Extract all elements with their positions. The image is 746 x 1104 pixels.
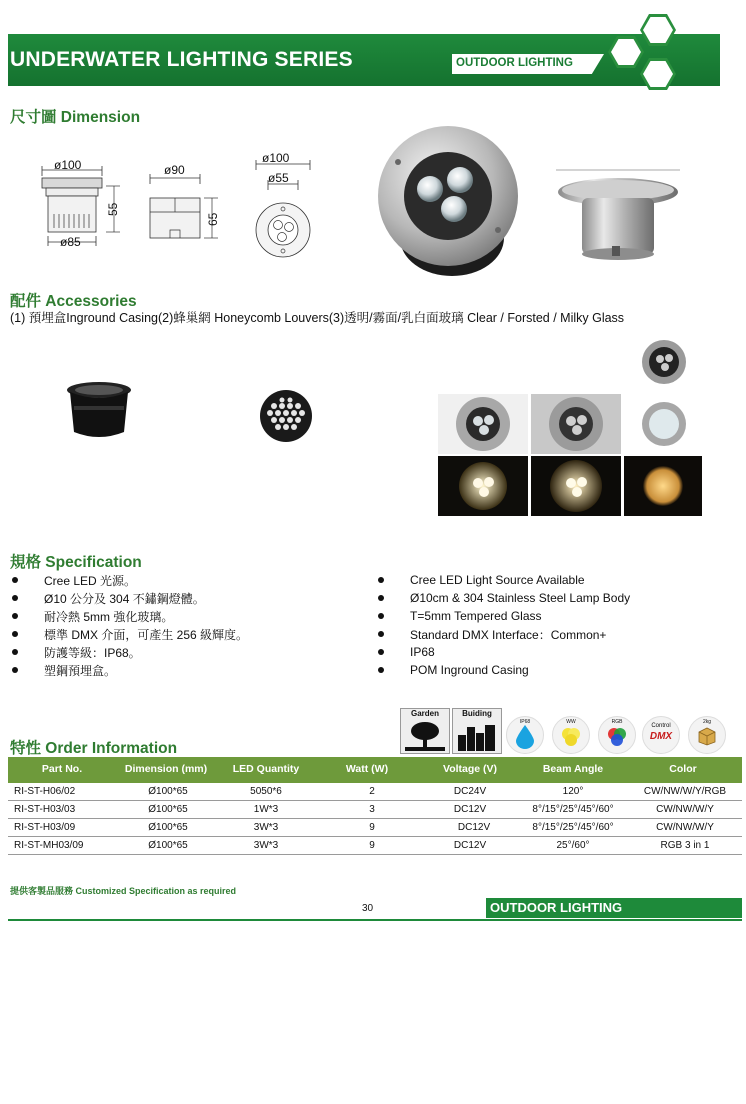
- cell-beam-angle: 120°: [562, 786, 584, 797]
- table-row-divider: [8, 818, 742, 819]
- column-header: Voltage (V): [442, 763, 498, 775]
- building-icon: Buiding: [452, 708, 502, 754]
- cell-led-quantity: 3W*3: [253, 822, 279, 833]
- cell-voltage: DC12V: [457, 822, 491, 833]
- cell-part-no: RI-ST-H03/09: [14, 822, 76, 833]
- drawing3-outer-diameter: ø100: [262, 151, 290, 165]
- cell-dimension: Ø100*65: [148, 804, 188, 815]
- weight-icon: 2kg: [688, 716, 726, 754]
- warm-white-icon: WW: [552, 716, 590, 754]
- page-number: 30: [362, 903, 374, 914]
- cell-voltage: DC24V: [453, 786, 487, 797]
- cell-led-quantity: 3W*3: [253, 840, 279, 851]
- photo-milky-glass-small: [640, 400, 688, 448]
- spec-item-left: 耐冷熱 5mm 強化玻璃。: [12, 607, 248, 625]
- spec-item-right: Standard DMX Interface：Common+: [378, 625, 630, 643]
- cell-led-quantity: 5050*6: [250, 786, 282, 797]
- accessories-title: 配件 Accessories: [10, 293, 137, 310]
- specification-title: 規格 Specification: [10, 554, 142, 571]
- header-tag: OUTDOOR LIGHTING: [456, 57, 573, 69]
- spec-item-left: 標準 DMX 介面，可產生 256 級輝度。: [12, 625, 248, 643]
- drawing1-bottom-diameter: ø85: [60, 235, 81, 249]
- drawing1-height: 55: [106, 202, 120, 216]
- drawing3-inner-diameter: ø55: [268, 171, 289, 185]
- cell-watt: 9: [369, 840, 375, 851]
- spec-item-right: POM Inground Casing: [378, 661, 630, 679]
- photo-lamp-on-2: [531, 456, 621, 516]
- drawing2-top-diameter: ø90: [164, 163, 185, 177]
- drawing2-height: 65: [206, 212, 220, 226]
- table-row-divider: [8, 854, 742, 855]
- accessory-inground-casing: [64, 380, 134, 440]
- product-photo-side: [556, 168, 680, 268]
- cell-part-no: RI-ST-MH03/09: [14, 840, 84, 851]
- order-title: 特性 Order Information: [10, 740, 178, 757]
- cell-watt: 9: [369, 822, 375, 833]
- garden-icon: Garden: [400, 708, 450, 754]
- accessories-description: (1) 預埋盒Inground Casing(2)蜂巢網 Honeycomb Louvers(3)透明/霧面/乳白面玻璃 Clear / Forsted / Milky Glass: [10, 311, 625, 325]
- product-photo-front: [376, 126, 522, 282]
- spec-list-right: [378, 571, 630, 679]
- cell-dimension: Ø100*65: [148, 822, 188, 833]
- cell-watt: 2: [369, 786, 375, 797]
- column-header: Dimension (mm): [124, 763, 208, 775]
- table-row-divider: [8, 836, 742, 837]
- photo-clear-glass-small: [640, 338, 688, 386]
- photo-lamp-on-milky: [624, 456, 702, 516]
- cell-voltage: DC12V: [453, 804, 487, 815]
- table-row-divider: [8, 800, 742, 801]
- page-title: UNDERWATER LIGHTING SERIES: [10, 48, 353, 71]
- spec-item-left: 塑鋼預埋盒。: [12, 661, 248, 679]
- column-header: Part No.: [41, 763, 83, 775]
- column-header: LED Quantity: [232, 763, 300, 775]
- hexagon-decoration: [604, 14, 684, 100]
- photo-lamp-off-1: [438, 394, 528, 454]
- cell-color: CW/NW/W/Y: [656, 822, 714, 833]
- cell-color: RGB 3 in 1: [660, 840, 710, 851]
- column-header: Beam Angle: [542, 763, 604, 775]
- footer-bar-label: OUTDOOR LIGHTING: [490, 900, 623, 915]
- cell-beam-angle: 8°/15°/25°/45°/60°: [532, 822, 614, 833]
- dimension-drawing-top: [248, 152, 318, 268]
- customization-note: 提供客製品服務 Customized Specification as required: [10, 886, 237, 896]
- cell-dimension: Ø100*65: [148, 786, 188, 797]
- spec-item-left: 防護等級：IP68。: [12, 643, 248, 661]
- cell-color: CW/NW/W/Y/RGB: [643, 786, 727, 797]
- spec-item-right: T=5mm Tempered Glass: [378, 607, 630, 625]
- cell-part-no: RI-ST-H06/02: [14, 786, 76, 797]
- spec-item-right: Ø10cm & 304 Stainless Steel Lamp Body: [378, 589, 630, 607]
- spec-list-left: [12, 571, 248, 679]
- cell-color: CW/NW/W/Y: [656, 804, 714, 815]
- cell-voltage: DC12V: [453, 840, 487, 851]
- column-header: Watt (W): [345, 763, 389, 775]
- cell-led-quantity: 1W*3: [253, 804, 279, 815]
- cell-part-no: RI-ST-H03/03: [14, 804, 76, 815]
- dimension-drawing-casing: [142, 168, 226, 248]
- footer-divider: [8, 919, 742, 921]
- cell-watt: 3: [369, 804, 375, 815]
- photo-lamp-on-1: [438, 456, 528, 516]
- spec-item-left: Cree LED 光源。: [12, 571, 248, 589]
- spec-item-left: Ø10 公分及 304 不鏽鋼燈體。: [12, 589, 248, 607]
- photo-lamp-off-2: [531, 394, 621, 454]
- rgb-icon: RGB: [598, 716, 636, 754]
- dimension-title: 尺寸圖 Dimension: [10, 109, 141, 126]
- column-header: Color: [669, 763, 697, 775]
- cell-dimension: Ø100*65: [148, 840, 188, 851]
- spec-item-right: IP68: [378, 643, 630, 661]
- spec-item-right: Cree LED Light Source Available: [378, 571, 630, 589]
- cell-beam-angle: 8°/15°/25°/45°/60°: [532, 804, 614, 815]
- dmx-control-icon: Control DMX: [642, 716, 680, 754]
- accessory-honeycomb-louver: [258, 388, 314, 444]
- drawing1-top-diameter: ø100: [54, 158, 82, 172]
- cell-beam-angle: 25°/60°: [556, 840, 590, 851]
- ip68-icon: IP68: [506, 716, 544, 754]
